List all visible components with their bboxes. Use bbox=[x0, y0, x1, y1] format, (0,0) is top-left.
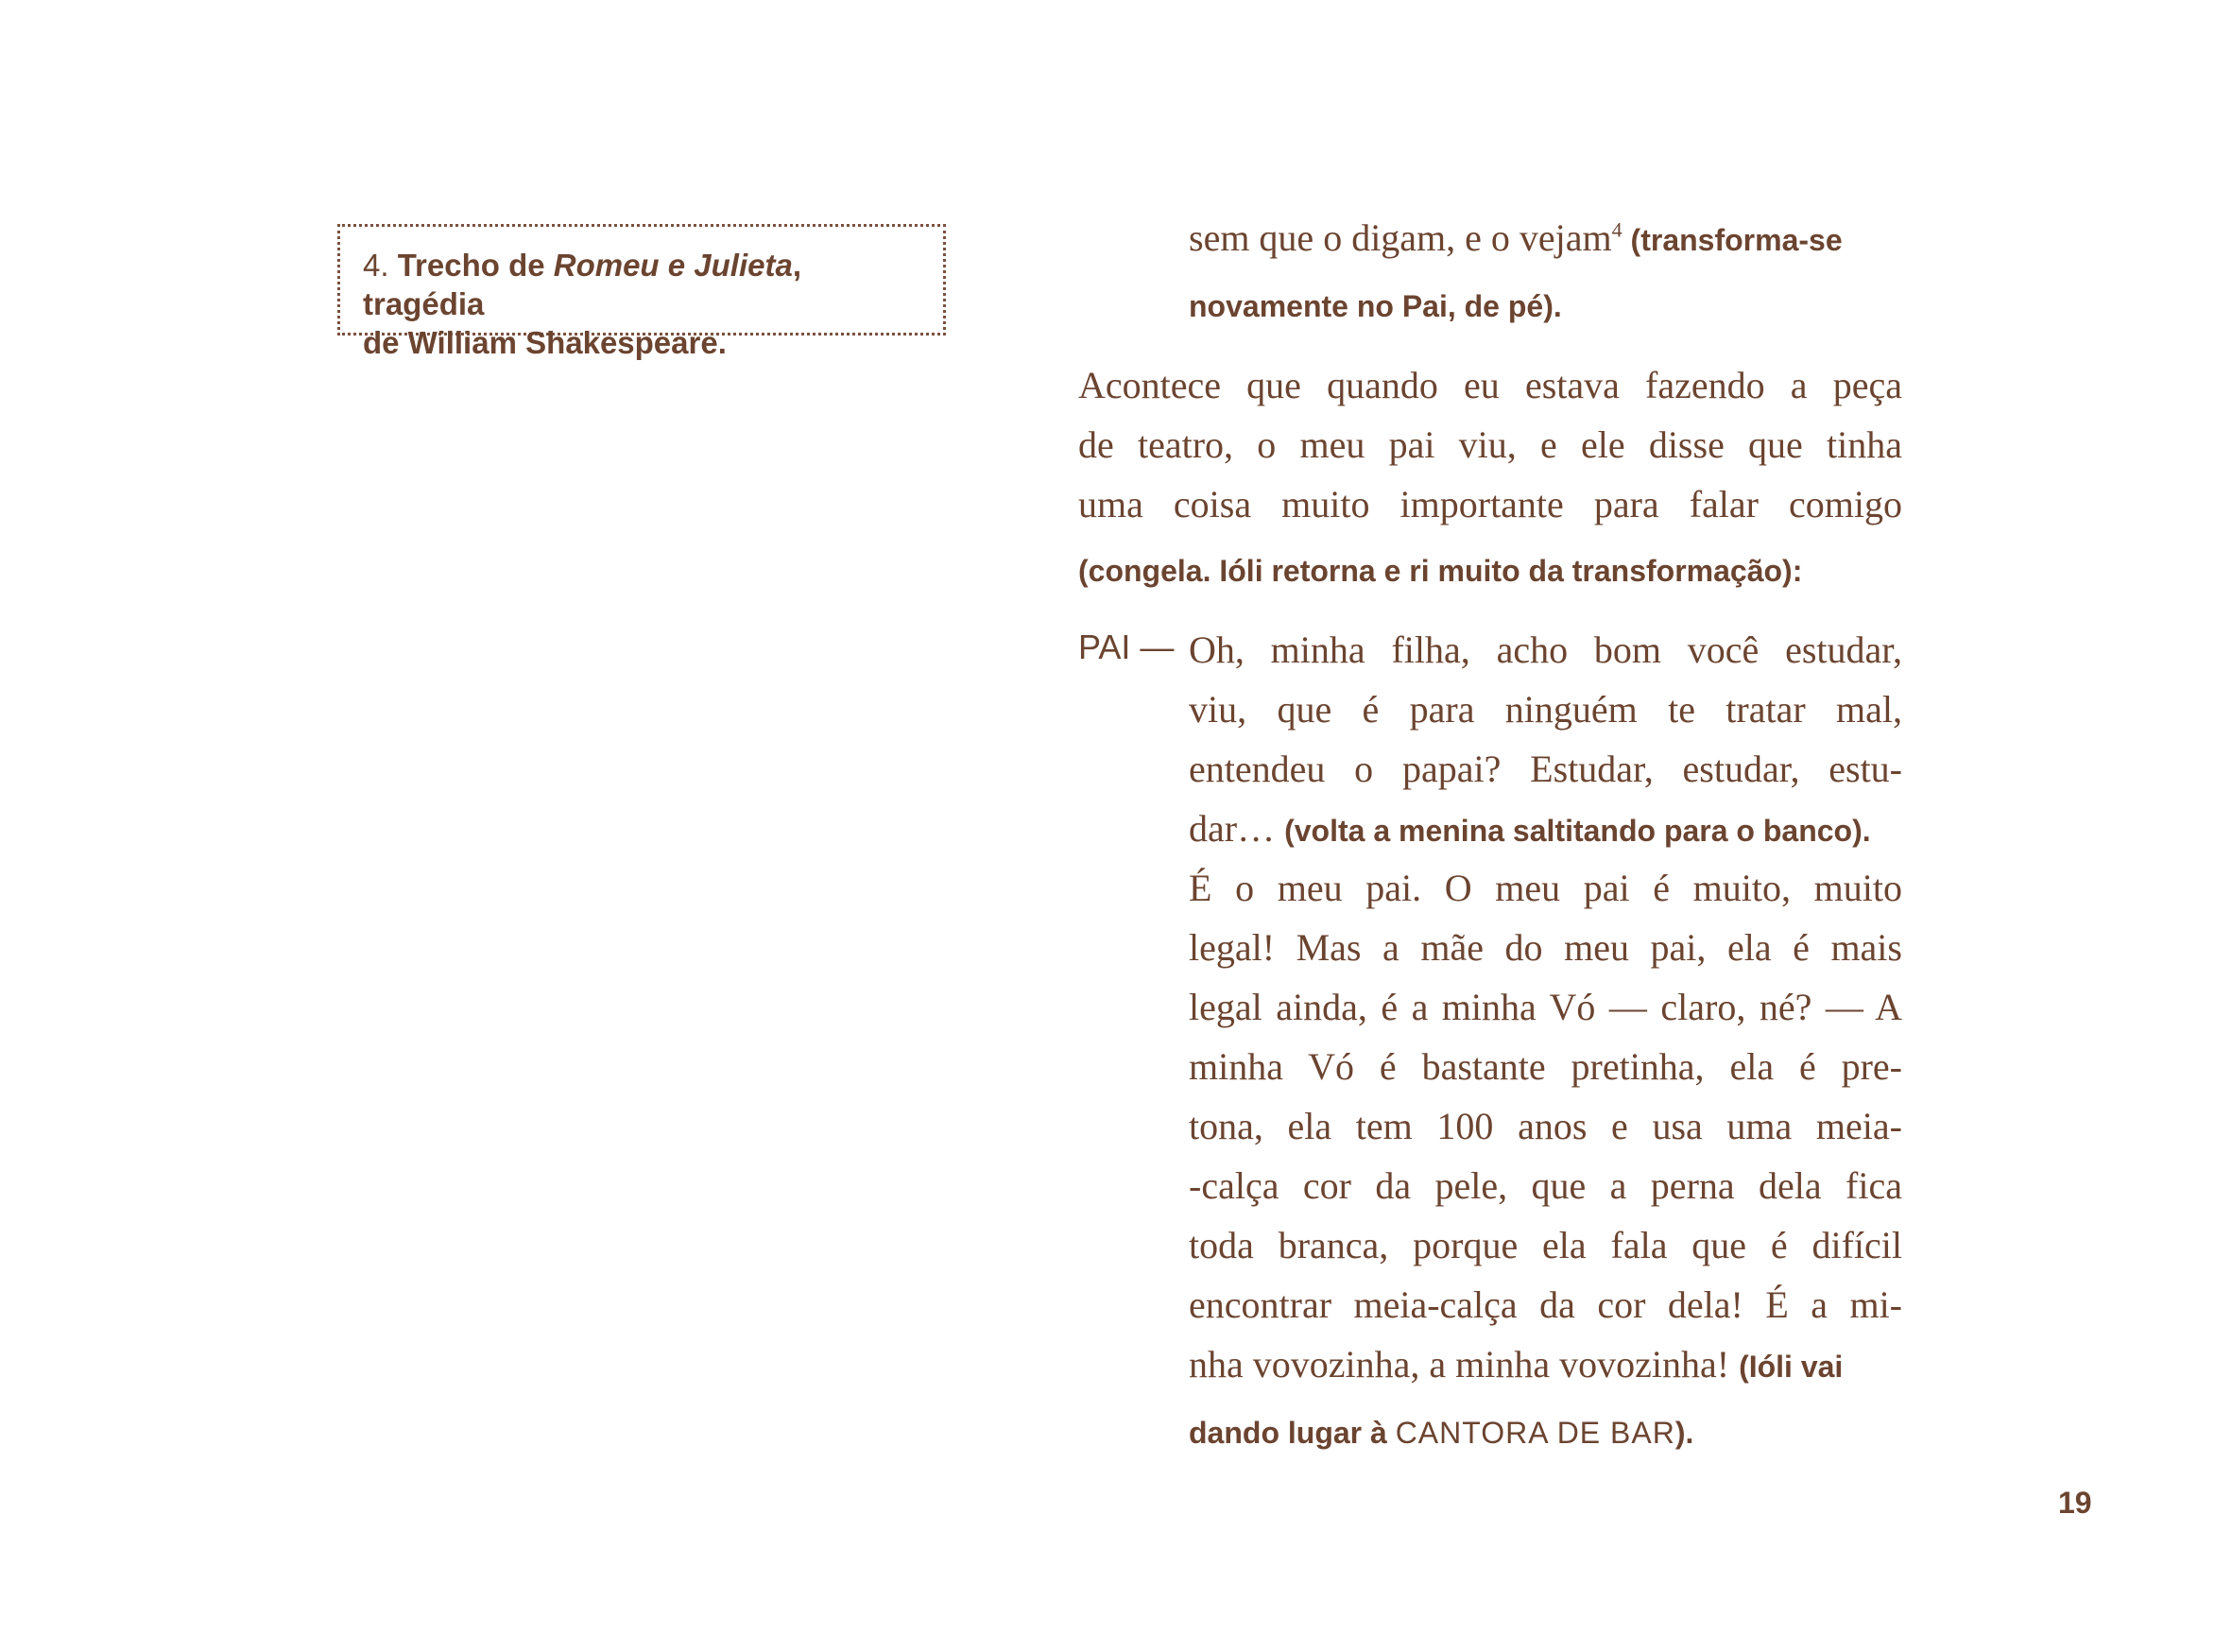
paragraph-line-3: uma coisa muito importante para falar comigo bbox=[1078, 483, 1902, 525]
footnote-title: Romeu e Julieta bbox=[553, 248, 793, 283]
speech-text: nha vovozinha, a minha vovozinha! bbox=[1189, 1343, 1740, 1385]
footnote-box bbox=[337, 224, 946, 360]
speech-line-11: toda branca, porque ela fala que é difícil bbox=[1189, 1224, 1902, 1266]
paragraph-line-1: Acontece que quando eu estava fazendo a peça bbox=[1078, 364, 1902, 406]
speech-line-14 bbox=[1189, 1408, 1693, 1453]
footnote-line-1 bbox=[363, 246, 922, 323]
speech-line-2: viu, que é para ninguém te tratar mal, bbox=[1189, 688, 1902, 731]
speech-line-10: -calça cor da pele, que a perna dela fica bbox=[1189, 1164, 1902, 1207]
stage-direction: (volta a menina saltitando para o banco). bbox=[1284, 814, 1871, 848]
continuation-line-1 bbox=[1189, 215, 1843, 260]
speech-line-7: legal ainda, é a minha Vó — claro, né? — A bbox=[1189, 986, 1902, 1028]
footnote-number: 4. bbox=[363, 248, 389, 283]
stage-direction: (congela. Ióli retorna e ri muito da transformação): bbox=[1078, 554, 1803, 588]
stage-direction: dando lugar à bbox=[1189, 1416, 1396, 1450]
stage-direction: novamente no Pai, de pé). bbox=[1189, 289, 1562, 323]
speech-line-1: Oh, minha filha, acho bom você estudar, bbox=[1189, 628, 1902, 671]
speech-line-4 bbox=[1189, 806, 1871, 851]
footnote-line1-suffix: , tragédia bbox=[363, 248, 801, 321]
speech-line-12: encontrar meia-calça da cor dela! É a mi- bbox=[1189, 1283, 1902, 1326]
paragraph-line-2: de teatro, o meu pai viu, e ele disse que tinha bbox=[1078, 423, 1902, 466]
stage-direction: (Ióli vai bbox=[1739, 1350, 1844, 1384]
speech-line-13 bbox=[1189, 1342, 1843, 1386]
speech-line-8: minha Vó é bastante pretinha, ela é pre- bbox=[1189, 1045, 1902, 1088]
speech-line-3: entendeu o papai? Estudar, estudar, estu- bbox=[1189, 748, 1902, 790]
speaker-label: PAI — bbox=[1078, 628, 1175, 666]
paragraph-direction bbox=[1078, 546, 1802, 591]
speech-text: dar… bbox=[1189, 807, 1285, 850]
continuation-line-2 bbox=[1189, 282, 1562, 326]
footnote-prefix: Trecho de bbox=[388, 248, 554, 283]
stage-direction-end: ). bbox=[1674, 1416, 1694, 1450]
character-name: CANTORA DE BAR bbox=[1395, 1416, 1675, 1450]
speech-line-6: legal! Mas a mãe do meu pai, ela é mais bbox=[1189, 926, 1902, 969]
footnote-reference: 4 bbox=[1611, 217, 1622, 242]
continuation-text: sem que o digam, e o vejam bbox=[1189, 216, 1612, 259]
stage-direction: (transforma-se bbox=[1622, 223, 1843, 257]
speech-line-5: É o meu pai. O meu pai é muito, muito bbox=[1189, 867, 1902, 909]
footnote-line-2: de William Shakespeare. bbox=[363, 325, 727, 360]
page-number: 19 bbox=[2058, 1486, 2092, 1520]
speech-line-9: tona, ela tem 100 anos e usa uma meia- bbox=[1189, 1105, 1902, 1147]
